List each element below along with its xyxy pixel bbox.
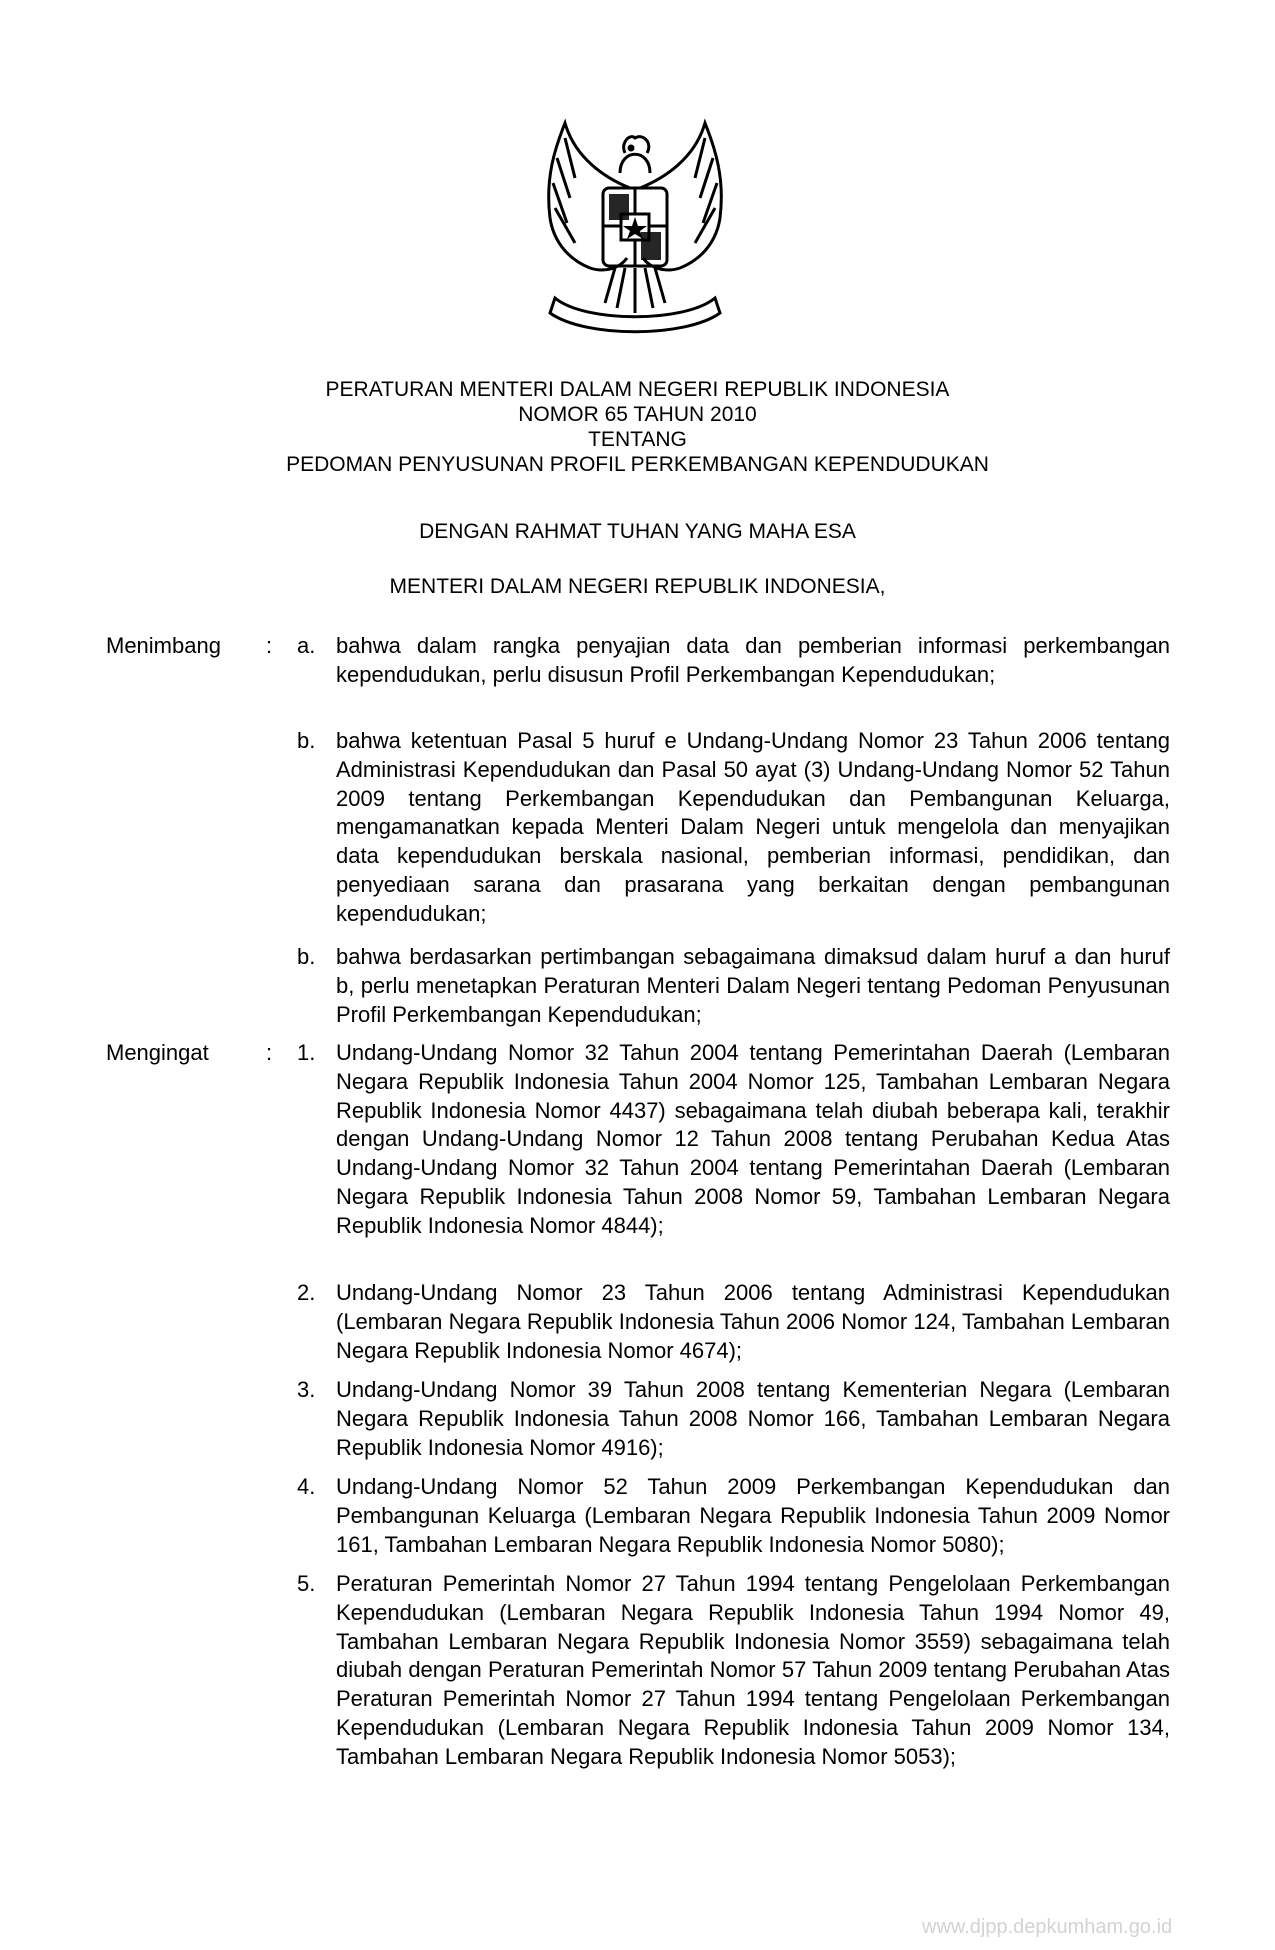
watermark-url: www.djpp.depkumham.go.id: [922, 1916, 1173, 1938]
item-text: Undang-Undang Nomor 39 Tahun 2008 tentang Kementerian Negara (Lembaran Negara Republik Indonesia Tahun 2008 Nomor 166, Tambahan Lembaran Negara Republik Indonesia Nomor 4916);: [336, 1377, 1170, 1460]
item-number: 2.: [297, 1280, 316, 1305]
item-number: 1.: [297, 1040, 316, 1065]
title-line-1: PERATURAN MENTERI DALAM NEGERI REPUBLIK INDONESIA: [325, 378, 950, 401]
item-text: bahwa ketentuan Pasal 5 huruf e Undang-Undang Nomor 23 Tahun 2006 tentang Administrasi Kependudukan dan Pasal 50 ayat (3) Undang-Undang Nomor 52 Tahun 2009 tentang Perkembangan Kependudukan dan Pembangunan Keluarga, mengamanatkan kepada Menteri Dalam Negeri untuk mengelola dan menyajikan data kependudukan berskala nasional, pemberian informasi, pendidikan, dan penyediaan sarana dan prasarana yang berkaitan dengan pembangunan kependudukan;: [336, 728, 1170, 926]
item-text: Undang-Undang Nomor 52 Tahun 2009 Perkembangan Kependudukan dan Pembangunan Keluarga (Lembaran Negara Republik Indonesia Tahun 2009 Nomor 161, Tambahan Lembaran Negara Republik Indonesia Nomor 5080);: [336, 1474, 1170, 1557]
title-line-2: NOMOR 65 TAHUN 2010: [518, 403, 757, 426]
item-text: bahwa berdasarkan pertimbangan sebagaimana dimaksud dalam huruf a dan huruf b, perlu menetapkan Peraturan Menteri Dalam Negeri tentang Pedoman Penyusunan Profil Perkembangan Kependudukan;: [336, 944, 1170, 1027]
item-text: Peraturan Pemerintah Nomor 27 Tahun 1994 tentang Pengelolaan Perkembangan Kependudukan (Lembaran Negara Republik Indonesia Tahun 1994 Nomor 49, Tambahan Lembaran Negara Republik Indonesia Nomor 3559) sebagaimana telah diubah dengan Peraturan Pemerintah Nomor 57 Tahun 2009 tentang Perubahan Atas Peraturan Pemerintah Nomor 27 Tahun 1994 tentang Pengelolaan Perkembangan Kependudukan (Lembaran Negara Republik Indonesia Tahun 2009 Nomor 134, Tambahan Lembaran Negara Republik Indonesia Nomor 5053);: [336, 1571, 1170, 1769]
issuer: [0, 574, 1275, 599]
menimbang-colon: :: [266, 633, 273, 658]
item-number: b.: [297, 944, 316, 969]
mengingat-label: Mengingat: [106, 1040, 209, 1065]
title-line-3: TENTANG: [588, 428, 687, 451]
item-number: 4.: [297, 1474, 316, 1499]
title-line-4: PEDOMAN PENYUSUNAN PROFIL PERKEMBANGAN KEPENDUDUKAN: [286, 453, 989, 476]
item-number: 5.: [297, 1571, 316, 1596]
document-title-block: [0, 377, 1275, 477]
invocation-text: DENGAN RAHMAT TUHAN YANG MAHA ESA: [419, 520, 856, 543]
item-text: bahwa dalam rangka penyajian data dan pemberian informasi perkembangan kependudukan, perlu disusun Profil Perkembangan Kependudukan;: [336, 633, 1170, 687]
item-number: b.: [297, 728, 316, 753]
mengingat-colon: :: [266, 1040, 273, 1065]
issuer-text: MENTERI DALAM NEGERI REPUBLIK INDONESIA,: [389, 575, 886, 598]
item-number: a.: [297, 633, 316, 658]
garuda-emblem-icon: [535, 118, 735, 348]
item-text: Undang-Undang Nomor 23 Tahun 2006 tentang Administrasi Kependudukan (Lembaran Negara Republik Indonesia Tahun 2006 Nomor 124, Tambahan Lembaran Negara Republik Indonesia Nomor 4674);: [336, 1280, 1170, 1363]
item-text: Undang-Undang Nomor 32 Tahun 2004 tentang Pemerintahan Daerah (Lembaran Negara Republik Indonesia Tahun 2004 Nomor 125, Tambahan Lembaran Negara Republik Indonesia Nomor 4437) sebagaimana telah diubah beberapa kali, terakhir dengan Undang-Undang Nomor 12 Tahun 2008 tentang Perubahan Kedua Atas Undang-Undang Nomor 32 Tahun 2004 tentang Pemerintahan Daerah (Lembaran Negara Republik Indonesia Tahun 2008 Nomor 59, Tambahan Lembaran Negara Republik Indonesia Nomor 4844);: [336, 1040, 1170, 1238]
item-number: 3.: [297, 1377, 316, 1402]
menimbang-label: Menimbang: [106, 633, 221, 658]
invocation: [0, 519, 1275, 544]
